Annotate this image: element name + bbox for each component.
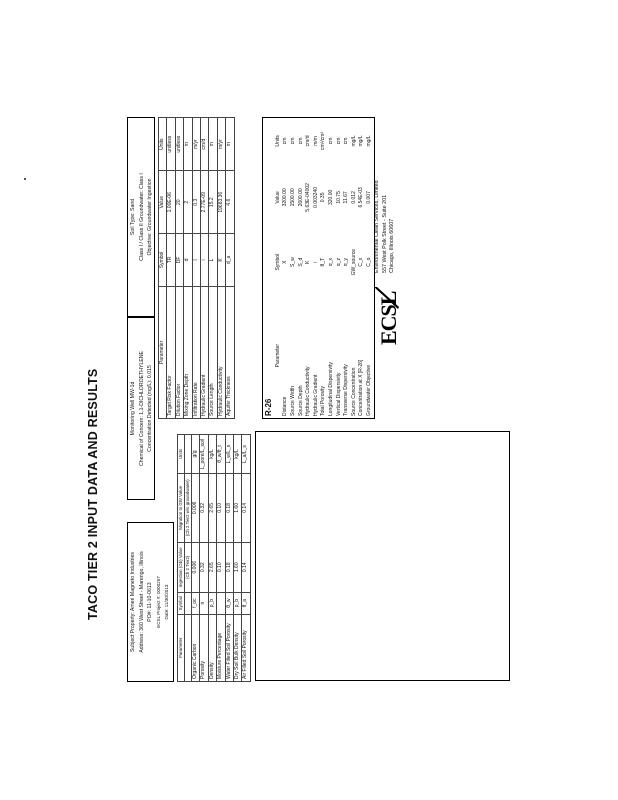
table-header: Units <box>159 118 167 171</box>
table-row <box>192 435 200 682</box>
site-line-4: ECSL Project #: 0000257 <box>155 576 161 628</box>
table-cell: 0.10 <box>217 542 225 592</box>
site-line-2: Address: 360 West Street - Marengo, Illinois <box>138 551 145 653</box>
table-cell: Porosity <box>200 614 208 681</box>
table-row <box>192 118 200 419</box>
table-cell: ρ_b <box>234 592 242 614</box>
soil-line-1: Soil Type: Sand <box>130 198 136 236</box>
table-cell: 1500.00 <box>290 188 296 207</box>
table-cell: Density <box>208 614 216 681</box>
table-cell: Moisture Percentage <box>217 614 225 681</box>
table-header-row <box>159 118 167 419</box>
table-header: Symbol <box>159 234 167 287</box>
table-cell: cm <box>282 137 289 145</box>
site-info-box <box>127 522 174 682</box>
soil-info-box <box>127 117 155 317</box>
table-cell: cm <box>327 137 334 145</box>
table-cell: Water Filled Soil Porosity <box>225 614 233 681</box>
table-cell: m/m <box>312 136 319 146</box>
svg-text:ECSL: ECSL <box>376 291 401 345</box>
table-cell: d_a <box>226 234 234 287</box>
table-cell: m/yr <box>217 118 225 171</box>
table-header: Parameter <box>275 344 281 368</box>
table-cell: Dilution Factor <box>175 286 183 418</box>
table-cell: Source Width <box>290 385 296 416</box>
table-cell: Hydraulic Gradient <box>312 374 319 416</box>
company-address <box>374 180 397 273</box>
table-header: Parameter <box>178 614 185 681</box>
table-cell: 10.75 <box>335 191 342 204</box>
table-cell: Vertical Dispersivity <box>335 372 342 416</box>
table-row <box>313 118 321 419</box>
table-cell: cm <box>297 137 304 145</box>
table-cell: 0.18 <box>225 542 233 592</box>
table-cell: Aquifer Thickness <box>226 286 234 418</box>
table-cell: kg/L <box>208 435 216 474</box>
table-header-row <box>275 118 282 419</box>
table-cell: Transverse Dispersivity <box>343 364 350 416</box>
company-city: Chicago, Illinois 60607 <box>389 218 396 273</box>
table-cell: 0.35 <box>320 192 327 203</box>
table-cell: I <box>192 234 200 287</box>
table-cell: Distance <box>282 396 289 416</box>
table-cell: cm/d <box>201 118 209 171</box>
table-cell: 2.77E-09 <box>201 171 209 234</box>
table-cell: α_y <box>343 258 350 267</box>
table-cell: mg/L <box>358 135 365 147</box>
table-cell: Hydraulic Conductivity <box>305 366 312 416</box>
table-cell: 0.006 <box>192 542 200 592</box>
table-subheader <box>185 614 192 681</box>
table-cell: cm <box>290 137 296 145</box>
soil-parameters-table <box>177 434 251 682</box>
table-row <box>184 118 192 419</box>
table-subheader: (Ch 2 Tier2 w/o groundwater) <box>185 473 192 542</box>
table-cell: X <box>282 260 289 264</box>
table-cell <box>217 592 225 614</box>
r26-heading: R-26 <box>264 398 273 416</box>
table-row <box>234 435 242 682</box>
table-cell: mg/L <box>350 135 357 147</box>
table-cell: θ_w/θ_t <box>217 435 225 474</box>
table-cell: 19683.36 <box>217 171 225 234</box>
table-row <box>336 118 344 419</box>
soil-line-2: Class I / Class II Groundwater: Class I <box>138 173 145 261</box>
table-row <box>201 118 209 419</box>
table-cell: L_a/L_s <box>242 435 250 474</box>
table-cell: ρ_b <box>208 592 216 614</box>
table-cell: α_z <box>335 258 342 267</box>
ecsl-logo-mark <box>370 285 404 345</box>
table-cell: 15.2 <box>209 171 217 234</box>
table-cell: 0.10 <box>217 473 225 542</box>
table-cell: Dry Soil Bulk Density <box>234 614 242 681</box>
table-cell: 1.00E-06 <box>167 171 175 234</box>
contaminant-info-box <box>127 317 155 500</box>
table-cell: i <box>312 261 319 263</box>
table-cell: L_w/L_s <box>225 435 233 474</box>
site-line-1: Subject Property: Ameri Magneto Industries <box>130 551 136 653</box>
table-row <box>175 118 183 419</box>
scan-speck <box>24 178 26 180</box>
table-cell: 0.18 <box>225 473 233 542</box>
table-cell: α_x <box>327 258 334 267</box>
table-cell: cm/d <box>305 135 312 147</box>
table-cell: Source Depth <box>297 385 304 416</box>
table-cell: 4.6 <box>226 171 234 234</box>
table-cell: K <box>217 234 225 287</box>
table-row <box>366 118 374 419</box>
company-name: Environmental Clean Services, Limited <box>374 180 380 273</box>
page-title: TACO TIER 2 INPUT DATA AND RESULTS <box>86 368 100 620</box>
table-header-row <box>178 435 185 682</box>
transport-parameters-table <box>158 117 235 419</box>
table-cell: unitless <box>167 118 175 171</box>
table-cell: f_oc <box>192 592 200 614</box>
table-cell: m/yr <box>192 118 200 171</box>
table-header: Parameter <box>159 286 167 418</box>
table-cell: n <box>200 592 208 614</box>
table-cell: mg/L <box>365 135 372 147</box>
company-street: 557 West Polk Street - Suite 201 <box>381 194 388 273</box>
table-cell: Mixing Zone Depth <box>184 286 192 418</box>
table-cell: S_w <box>290 257 296 267</box>
table-cell: 2.65 <box>208 473 216 542</box>
table-cell: θ_T <box>320 257 327 267</box>
table-cell: Concentration at X [R-26] <box>358 359 365 416</box>
table-cell: cm³/cm³ <box>320 131 327 150</box>
table-row <box>167 118 175 419</box>
table-cell: 2 <box>184 171 192 234</box>
table-cell: 2.65 <box>208 542 216 592</box>
table-header: Symbol <box>275 253 281 271</box>
table-cell: 0.3 <box>192 171 200 234</box>
table-cell: TR <box>167 234 175 287</box>
table-row <box>282 118 290 419</box>
table-cell: 11.67 <box>343 191 350 204</box>
contaminant-line-2: Chemical of Concern: 1,1-DICHLOROETHYLENE <box>138 350 145 467</box>
table-subheader: (Ch 2 Tier2) <box>185 542 192 592</box>
table-row <box>320 118 328 419</box>
table-header: Migration to GW Value <box>178 473 185 542</box>
table-cell: θ_a <box>242 592 250 614</box>
table-cell: C_o <box>365 257 372 267</box>
table-cell: 5.63E-04002 <box>305 183 312 212</box>
table-cell: 1.60 <box>234 473 242 542</box>
table-cell: 0.006 <box>192 473 200 542</box>
table-cell: g/g <box>192 435 200 474</box>
table-row <box>225 435 233 682</box>
table-row <box>217 435 225 682</box>
site-line-3: PO#: 11-10-0613 <box>147 582 154 622</box>
table-cell: S_d <box>297 257 304 267</box>
table-cell: 0.14 <box>242 542 250 592</box>
table-cell: Longitudinal Dispersivity <box>327 362 334 416</box>
table-cell: Target Risk Factor <box>167 286 175 418</box>
table-row <box>343 118 351 419</box>
table-cell: 2600.00 <box>297 188 304 207</box>
table-header: Units <box>275 135 281 147</box>
table-cell: m <box>209 118 217 171</box>
contaminant-line-3: Concentration Detected (mg/L): 0.015 <box>147 365 154 452</box>
table-cell: cm <box>343 137 350 145</box>
table-cell: Groundwater Objective <box>365 364 372 416</box>
table-cell: 0.003240 <box>312 186 319 208</box>
table-cell: Hydraulic Gradient <box>201 286 209 418</box>
table-row <box>298 118 306 419</box>
table-cell: kg/L <box>234 435 242 474</box>
ecsl-logo <box>370 285 404 345</box>
table-cell: i <box>201 234 209 287</box>
table-cell: 0.32 <box>200 542 208 592</box>
table-cell: K <box>305 260 312 264</box>
table-row <box>208 435 216 682</box>
table-cell: unitless <box>175 118 183 171</box>
table-cell: L <box>209 234 217 287</box>
table-cell: 0.012 <box>350 191 357 204</box>
table-row <box>358 118 366 419</box>
table-cell: cm <box>335 137 342 145</box>
table-cell: 0.007 <box>365 191 372 204</box>
table-row <box>200 435 208 682</box>
table-cell: m <box>184 118 192 171</box>
table-cell: Infiltration Rate <box>192 286 200 418</box>
table-cell: Source Length <box>209 286 217 418</box>
table-cell: 1.60 <box>234 542 242 592</box>
table-row <box>351 118 359 419</box>
table-subheader <box>185 592 192 614</box>
table-cell: Organic Carbon <box>192 614 200 681</box>
table-header: Ingestion (Ob) Value <box>178 542 185 592</box>
table-header: Value <box>159 171 167 234</box>
table-row <box>290 118 298 419</box>
table-cell: 0.14 <box>242 473 250 542</box>
r26-table <box>262 117 375 419</box>
table-cell: 0.32 <box>200 473 208 542</box>
table-cell: Source Concentration <box>350 367 357 416</box>
table-cell: L_pore/L_soil <box>200 435 208 474</box>
table-header: Value <box>275 191 281 204</box>
table-row <box>226 118 234 419</box>
table-header: Symbol <box>178 592 185 614</box>
table-header: Units <box>178 435 185 474</box>
table-cell: 20 <box>175 171 183 234</box>
table-row <box>328 118 336 419</box>
table-cell: d <box>184 234 192 287</box>
table-cell: m <box>226 118 234 171</box>
table-cell: GW_source <box>350 248 357 276</box>
table-cell: DF <box>175 234 183 287</box>
soil-line-3: Objective: Groundwater Ingestion <box>147 178 154 256</box>
table-subheader <box>185 435 192 474</box>
site-line-5: Date: 11/30/2013 <box>164 584 170 620</box>
table-cell: Total Porosity <box>320 385 327 416</box>
table-cell: θ_w <box>225 592 233 614</box>
table-cell: Air Filled Soil Porosity <box>242 614 250 681</box>
table-cell: 320.00 <box>327 189 334 206</box>
r26-heading-row <box>263 118 276 419</box>
table-row <box>305 118 313 419</box>
table-cell: C_x <box>358 257 365 267</box>
table-cell: Hydraulic Conductivity <box>217 286 225 418</box>
table-cell: 3200.00 <box>282 188 289 207</box>
table-row <box>242 435 250 682</box>
table-subheader-row <box>185 435 192 682</box>
table-row <box>209 118 217 419</box>
empty-graph-area <box>255 431 510 681</box>
table-row <box>217 118 225 419</box>
contaminant-line-1: Monitoring Well MW-1d <box>130 381 136 436</box>
table-cell: 6.54E-03 <box>358 187 365 208</box>
